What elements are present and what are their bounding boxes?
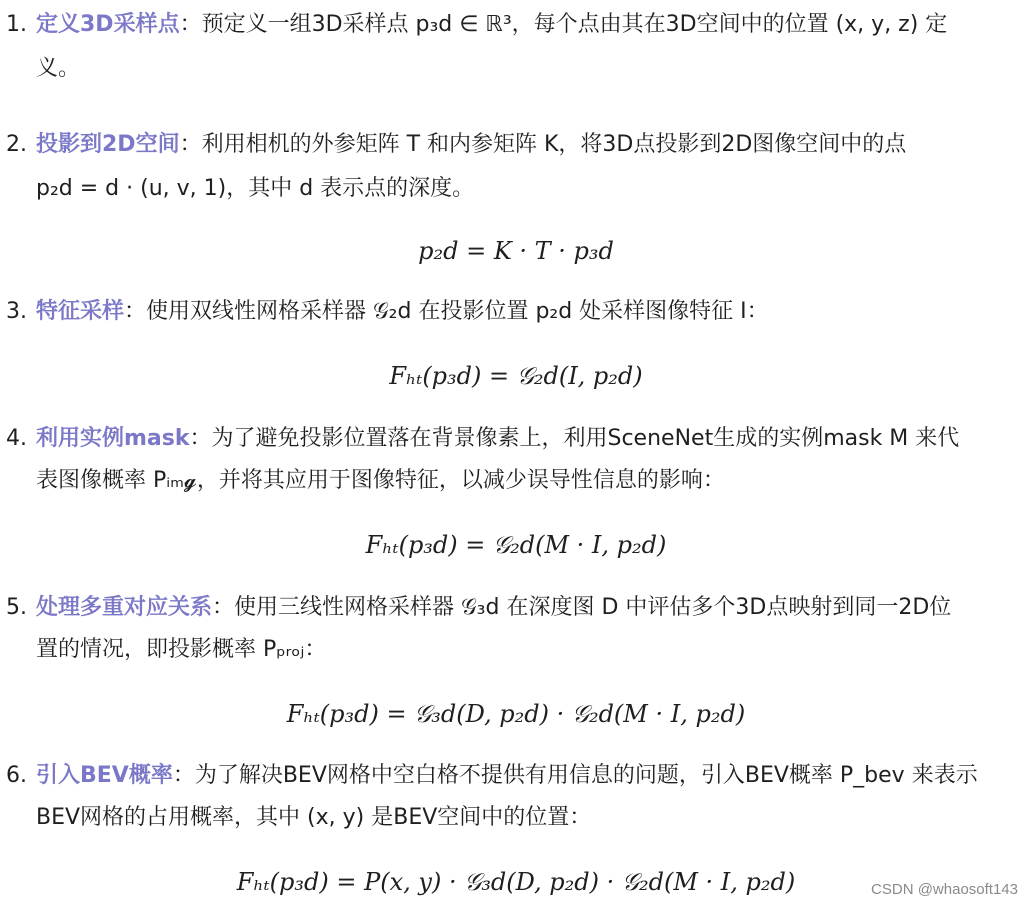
item-title: 特征采样 xyxy=(36,299,125,324)
item-line-1 xyxy=(36,297,769,327)
item-text: BEV网格的占用概率，其中 (x, y) 是BEV空间中的位置： xyxy=(36,805,592,830)
item-number: 3. xyxy=(6,299,27,324)
item-line-1 xyxy=(36,593,951,623)
item-line-1 xyxy=(36,130,906,160)
equation: Fₕₜ(p₃d) = 𝒢₂d(M · I, p₂d) xyxy=(365,531,667,559)
item-number: 4. xyxy=(6,426,27,451)
item-title: 投影到2D空间 xyxy=(36,132,180,157)
item-line-1 xyxy=(36,424,959,454)
equation: Fₕₜ(p₃d) = 𝒢₃d(D, p₂d) · 𝒢₂d(M · I, p₂d) xyxy=(286,700,746,728)
item-text: ：预定义一组3D采样点 p₃d ∈ ℝ³，每个点由其在3D空间中的位置 (x, y, z) 定 xyxy=(179,12,948,37)
item-text: 义。 xyxy=(36,56,81,81)
item-text: 置的情况，即投影概率 Pₚᵣₒⱼ： xyxy=(36,637,327,662)
equation: Fₕₜ(p₃d) = 𝒢₂d(I, p₂d) xyxy=(389,362,643,390)
watermark: CSDN @whaosoft143 xyxy=(871,881,1018,898)
item-title: 定义3D采样点 xyxy=(36,12,180,37)
item-number: 2. xyxy=(6,132,27,157)
item-title: 利用实例mask xyxy=(36,426,190,451)
item-text: ：为了解决BEV网格中空白格不提供有用信息的问题，引入BEV概率 P_bev 来表示 xyxy=(172,763,978,788)
item-line-2 xyxy=(36,466,725,496)
item-text: ：使用双线性网格采样器 𝒢₂d 在投影位置 p₂d 处采样图像特征 I： xyxy=(124,299,769,324)
item-text: ：为了避免投影位置落在背景像素上，利用SceneNet生成的实例mask M 来代 xyxy=(189,426,960,451)
item-text: 表图像概率 Pᵢₘ𝓰，并将其应用于图像特征，以减少误导性信息的影响： xyxy=(36,468,725,493)
item-line-1 xyxy=(36,761,978,791)
item-text: ：使用三线性网格采样器 𝒢₃d 在深度图 D 中评估多个3D点映射到同一2D位 xyxy=(212,595,952,620)
item-title: 处理多重对应关系 xyxy=(36,595,213,620)
item-text: ：利用相机的外参矩阵 T 和内参矩阵 K，将3D点投影到2D图像空间中的点 xyxy=(179,132,907,157)
item-text: p₂d = d · (u, v, 1)，其中 d 表示点的深度。 xyxy=(36,176,475,201)
item-line-1 xyxy=(36,10,947,40)
equation: Fₕₜ(p₃d) = P(x, y) · 𝒢₃d(D, p₂d) · 𝒢₂d(M · I, p₂d) xyxy=(236,868,796,896)
equation: p₂d = K · T · p₃d xyxy=(418,237,614,265)
item-line-2 xyxy=(36,54,80,84)
item-title: 引入BEV概率 xyxy=(36,763,173,788)
item-line-2 xyxy=(36,803,591,833)
item-line-2 xyxy=(36,174,474,204)
item-line-2 xyxy=(36,635,326,665)
item-number: 1. xyxy=(6,12,27,37)
item-number: 6. xyxy=(6,763,27,788)
item-number: 5. xyxy=(6,595,27,620)
